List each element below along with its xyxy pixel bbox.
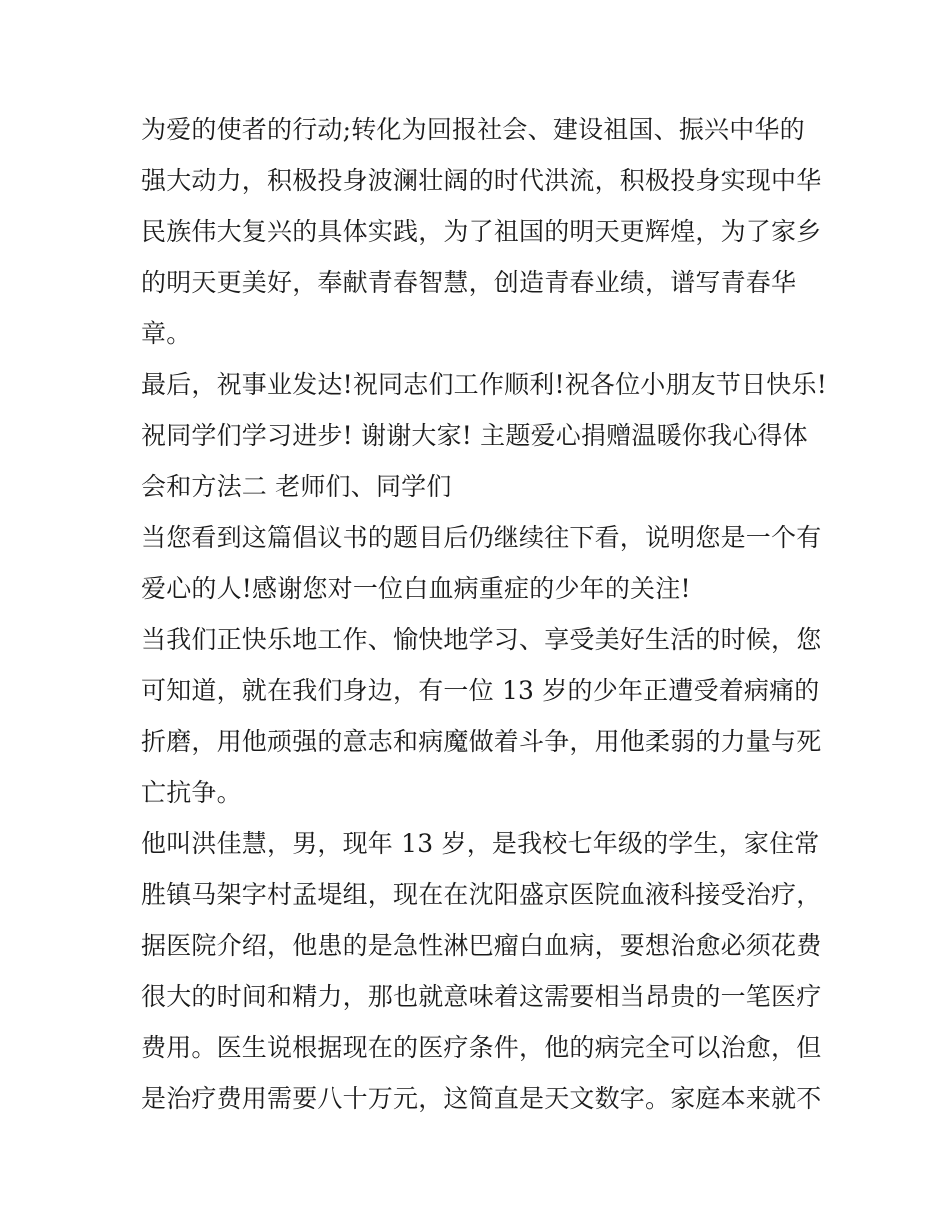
text-line: 祝同学们学习进步! 谢谢大家! 主题爱心捐赠温暖你我心得体 <box>141 421 808 450</box>
text-line: 当您看到这篇倡议书的题目后仍继续往下看，说明您是一个有 <box>141 523 822 552</box>
text-line: 据医院介绍，他患的是急性淋巴瘤白血病，要想治愈必须花费 <box>141 931 822 960</box>
text-line: 很大的时间和精力，那也就意味着这需要相当昂贵的一笔医疗 <box>141 982 822 1011</box>
text-line: 民族伟大复兴的具体实践，为了祖国的明天更辉煌，为了家乡 <box>141 217 822 246</box>
text-line: 会和方法二 老师们、同学们 <box>141 472 452 501</box>
text-line: 折磨，用他顽强的意志和病魔做着斗争，用他柔弱的力量与死 <box>141 727 822 756</box>
text-line: 最后，祝事业发达!祝同志们工作顺利!祝各位小朋友节日快乐! <box>141 370 827 399</box>
text-line: 爱心的人!感谢您对一位白血病重症的少年的关注! <box>141 574 691 603</box>
text-line: 可知道，就在我们身边，有一位 13 岁的少年正遭受着病痛的 <box>141 676 820 705</box>
text-line: 他叫洪佳慧，男，现年 13 岁，是我校七年级的学生，家住常 <box>141 829 820 858</box>
text-line: 费用。医生说根据现在的医疗条件，他的病完全可以治愈，但 <box>141 1033 822 1062</box>
document-body <box>141 104 827 1124</box>
text-line: 是治疗费用需要八十万元，这简直是天文数字。家庭本来就不 <box>141 1084 822 1113</box>
text-line: 为爱的使者的行动;转化为回报社会、建设祖国、振兴中华的 <box>141 115 805 144</box>
text-line: 强大动力，积极投身波澜壮阔的时代洪流，积极投身实现中华 <box>141 166 822 195</box>
text-line: 的明天更美好，奉献青春智慧，创造青春业绩，谱写青春华 <box>141 268 797 297</box>
text-line: 亡抗争。 <box>141 778 242 807</box>
text-line: 当我们正快乐地工作、愉快地学习、享受美好生活的时候，您 <box>141 625 822 654</box>
text-line: 胜镇马架字村孟堤组，现在在沈阳盛京医院血液科接受治疗， <box>141 880 822 909</box>
text-line: 章。 <box>141 319 192 348</box>
